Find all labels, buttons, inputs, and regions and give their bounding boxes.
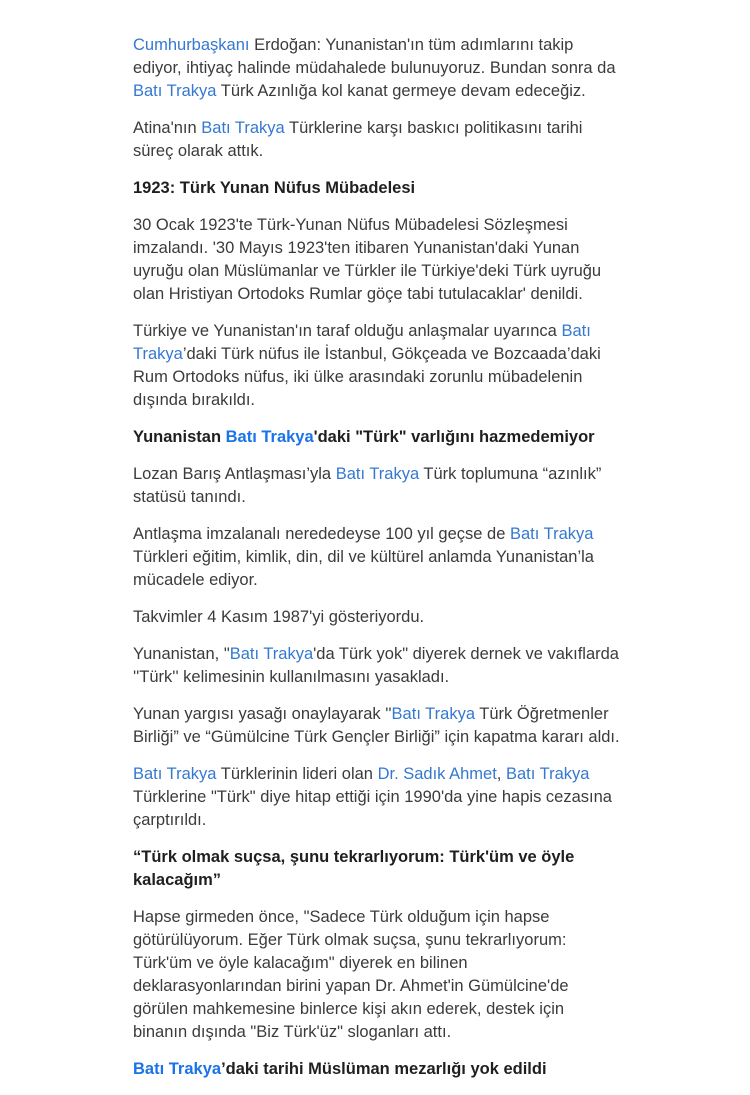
inline-link[interactable]: Batı Trakya (133, 82, 217, 100)
section-heading (133, 426, 620, 449)
text-run: Yunanistan, " (133, 645, 230, 663)
inline-link[interactable]: Batı Trakya (133, 322, 591, 363)
paragraph (133, 34, 620, 103)
text-run: Lozan Barış Antlaşması’yla (133, 465, 336, 483)
text-run: Türklerine karşı baskıcı politikasını tarihi süreç olarak attık. (133, 119, 583, 160)
paragraph (133, 606, 620, 629)
section-heading (133, 846, 620, 892)
text-run: Takvimler 4 Kasım 1987'yi gösteriyordu. (133, 608, 425, 626)
paragraph (133, 643, 620, 689)
section-heading (133, 177, 620, 200)
text-run: 'daki "Türk" varlığını hazmedemiyor (313, 428, 595, 446)
paragraph (133, 703, 620, 749)
paragraph (133, 320, 620, 412)
text-run: Antlaşma imzalanalı nerededeyse 100 yıl geçse de (133, 525, 510, 543)
paragraph (133, 214, 620, 306)
article-body (133, 34, 620, 1095)
text-run: , (496, 765, 506, 783)
text-run: Türk Öğretmenler Birliği” ve “Gümülcine Türk Gençler Birliği” için kapatma kararı aldı. (133, 705, 620, 746)
inline-link[interactable]: Batı Trakya (505, 765, 590, 783)
text-run: Türk Azınlığa kol kanat germeye devam edeceğiz. (216, 82, 586, 100)
inline-link[interactable]: Batı Trakya (133, 765, 217, 783)
text-run: 'da Türk yok" diyerek dernek ve vakıflarda ''Türk'' kelimesinin kullanılmasını yasakladı. (133, 645, 619, 686)
text-run: Türkiye ve Yunanistan'ın taraf olduğu anlaşmalar uyarınca (133, 322, 562, 340)
text-run: “Türk olmak suçsa, şunu tekrarlıyorum: Türk'üm ve öyle kalacağım” (133, 848, 575, 889)
inline-link[interactable]: Batı Trakya (229, 645, 314, 663)
text-run: Yunan yargısı yasağı onaylayarak '' (133, 705, 392, 723)
text-run: Türk toplumuna “azınlık” statüsü tanındı. (133, 465, 602, 506)
inline-link[interactable]: Cumhurbaşkanı (133, 36, 250, 54)
paragraph (133, 117, 620, 163)
text-run: Yunanistan (133, 428, 226, 446)
text-run: Türklerinin lideri olan (216, 765, 378, 783)
inline-link[interactable]: Batı Trakya (335, 465, 420, 483)
inline-link[interactable]: Dr. Sadık Ahmet (377, 765, 497, 783)
text-run: 30 Ocak 1923'te Türk-Yunan Nüfus Mübadelesi Sözleşmesi imzalandı. '30 Mayıs 1923'ten itibaren Yunanistan'daki Yunan uyruğu olan Müslümanlar ve Türkler ile Türkiye'deki Türk uyruğu olan Hristiyan Ortodoks Rumlar göçe tabi tutulacaklar' denildi. (133, 216, 602, 303)
section-heading (133, 1058, 620, 1081)
paragraph (133, 463, 620, 509)
text-run: Hapse girmeden önce, "Sadece Türk olduğum için hapse götürülüyorum. Eğer Türk olmak suçsa, şunu tekrarlıyorum: Türk'üm ve öyle kalacağım" diyerek en bilinen deklarasyonlarından birini yapan Dr. Ahmet'in Gümülcine'de görülen mahkemesine binlerce kişi akın ederek, destek için binanın dışında "Biz Türk'üz" sloganları attı. (133, 908, 569, 1041)
paragraph (133, 763, 620, 832)
paragraph (133, 523, 620, 592)
text-run: Atina'nın (133, 119, 202, 137)
text-run: 1923: Türk Yunan Nüfus Mübadelesi (133, 179, 416, 197)
paragraph (133, 906, 620, 1044)
text-run: ’daki Türk nüfus ile İstanbul, Gökçeada ve Bozcaada’daki Rum Ortodoks nüfus, iki ülke arasındaki zorunlu mübadelenin dışında bırakıldı. (133, 345, 601, 409)
inline-link[interactable]: Batı Trakya (391, 705, 475, 723)
inline-link[interactable]: Batı Trakya (225, 428, 314, 446)
text-run: ’daki tarihi Müslüman mezarlığı yok edildi (221, 1060, 547, 1078)
inline-link[interactable]: Batı Trakya (509, 525, 594, 543)
inline-link[interactable]: Batı Trakya (201, 119, 285, 137)
text-run: Türkleri eğitim, kimlik, din, dil ve kültürel anlamda Yunanistan’la mücadele ediyor. (133, 548, 594, 589)
text-run: Türklerine "Türk" diye hitap ettiği için 1990'da yine hapis cezasına çarptırıldı. (133, 788, 612, 829)
text-run: Erdoğan: Yunanistan'ın tüm adımlarını takip ediyor, ihtiyaç halinde müdahalede bulunuyoruz. Bundan sonra da (133, 36, 616, 77)
inline-link[interactable]: Batı Trakya (133, 1060, 222, 1078)
